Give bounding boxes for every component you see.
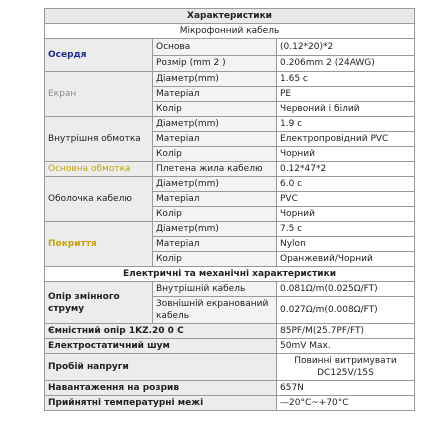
- row-key: Внутрішній кабель: [153, 282, 277, 297]
- row-key: Зовнішній екранований кабель: [153, 297, 277, 324]
- row-key: Діаметр(mm): [153, 222, 277, 237]
- group-jacket-label: Оболочка кабелю: [45, 177, 153, 222]
- row-value: Оранжевий/Чорний: [277, 252, 415, 267]
- row-value: PE: [277, 87, 415, 102]
- row-value: Електропровідний PVC: [277, 132, 415, 147]
- impedance-label: Опір змінного струму: [45, 282, 153, 324]
- row-key: Діаметр(mm): [153, 117, 277, 132]
- electrical-title: Електричні та механічні характеристики: [45, 267, 415, 282]
- table-row: [45, 354, 415, 381]
- row-value: 0.027Ω/m(0.008Ω/FT): [277, 297, 415, 324]
- table-subtitle: Мікрофонний кабель: [45, 24, 415, 39]
- row-value: 1.65 c: [277, 72, 415, 87]
- row-key: Колір: [153, 147, 277, 162]
- table-row: [45, 381, 415, 396]
- voltage-value: Повинні витримувати DC125V/15S: [277, 354, 415, 381]
- table-row: [45, 339, 415, 354]
- row-value: Чорний: [277, 207, 415, 222]
- tensile-label: Навантаження на розрив: [45, 381, 277, 396]
- row-value: 1.9 c: [277, 117, 415, 132]
- group-braid-label: Основна обмотка: [45, 162, 153, 177]
- capacitance-value: 85PF/M(25.7PF/FT): [277, 324, 415, 339]
- table-row: [45, 162, 415, 177]
- row-value: 0.12*47*2: [277, 162, 415, 177]
- temperature-value: —20°C~+70°C: [277, 396, 415, 411]
- noise-label: Електростатичний шум: [45, 339, 277, 354]
- row-key: Колір: [153, 102, 277, 117]
- spec-table: [44, 8, 415, 411]
- row-value: Nylon: [277, 237, 415, 252]
- row-key: Колір: [153, 252, 277, 267]
- group-inner-label: Внутрішня обмотка: [45, 117, 153, 162]
- table-row: [45, 39, 415, 56]
- row-value: PVC: [277, 192, 415, 207]
- table-row: [45, 396, 415, 411]
- group-core-label: Осердя: [45, 39, 153, 72]
- row-key: Матеріал: [153, 237, 277, 252]
- table-row: [45, 282, 415, 297]
- row-key: Матеріал: [153, 192, 277, 207]
- table-row: [45, 72, 415, 87]
- row-value: Чорний: [277, 147, 415, 162]
- row-value: 7.5 c: [277, 222, 415, 237]
- table-title: Характеристики: [45, 9, 415, 24]
- row-value: 0.081Ω/m(0.025Ω/FT): [277, 282, 415, 297]
- row-value: Червоний і білий: [277, 102, 415, 117]
- group-screen-label: Екран: [45, 72, 153, 117]
- row-key: Колір: [153, 207, 277, 222]
- noise-value: 50mV Max.: [277, 339, 415, 354]
- table-row: [45, 177, 415, 192]
- group-cover-label: Покриття: [45, 222, 153, 267]
- table-row: [45, 117, 415, 132]
- table-subtitle-row: [45, 24, 415, 39]
- row-key: Розмір (mm 2 ): [153, 55, 277, 72]
- row-key: Матеріал: [153, 132, 277, 147]
- electrical-title-row: [45, 267, 415, 282]
- voltage-label: Пробій напруги: [45, 354, 277, 381]
- row-key: Матеріал: [153, 87, 277, 102]
- row-key: Діаметр(mm): [153, 72, 277, 87]
- row-key: Діаметр(mm): [153, 177, 277, 192]
- capacitance-label: Ємністний опір 1KZ.20 0 C: [45, 324, 277, 339]
- tensile-value: 657N: [277, 381, 415, 396]
- table-title-row: [45, 9, 415, 24]
- row-key: Основа: [153, 39, 277, 56]
- temperature-label: Прийнятні температурні межі: [45, 396, 277, 411]
- spec-sheet: [44, 8, 414, 411]
- row-value: 6.0 c: [277, 177, 415, 192]
- row-value: (0.12*20)*2: [277, 39, 415, 56]
- table-row: [45, 324, 415, 339]
- table-row: [45, 222, 415, 237]
- row-key: Плетена жила кабелю: [153, 162, 277, 177]
- row-value: 0.206mm 2 (24AWG): [277, 55, 415, 72]
